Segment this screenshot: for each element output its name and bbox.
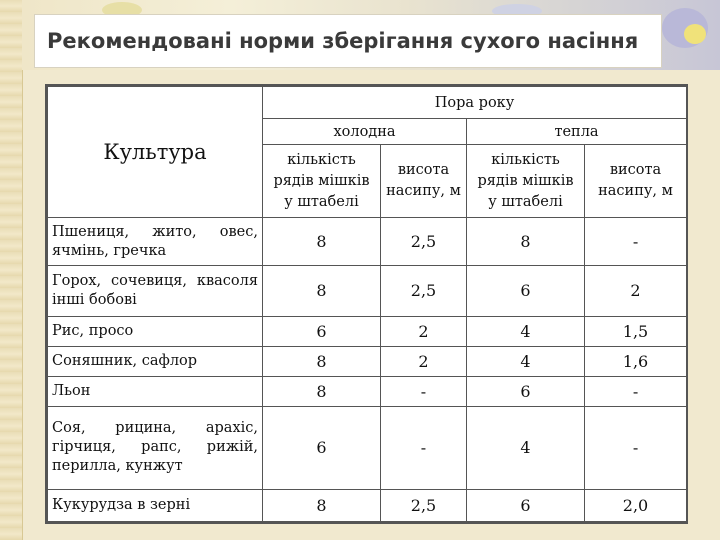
table-row: [48, 376, 687, 406]
value-cell: 1,5: [585, 316, 687, 346]
season-header: Пора року: [263, 87, 687, 119]
table: [47, 86, 687, 522]
table-row: [48, 316, 687, 346]
value-cell: 6: [467, 376, 585, 406]
value-cell: 4: [467, 346, 585, 376]
value-cell: 1,6: [585, 346, 687, 376]
crop-cell: Кукурудза в зерні: [48, 489, 263, 521]
culture-header: Культура: [48, 87, 263, 218]
column-header: кількість рядів мішків у штабелі: [263, 145, 381, 218]
value-cell: 8: [263, 346, 381, 376]
value-cell: 8: [263, 376, 381, 406]
column-header: кількість рядів мішків у штабелі: [467, 145, 585, 218]
paper-texture-strip: [0, 0, 23, 540]
value-cell: 2: [585, 266, 687, 316]
value-cell: 4: [467, 407, 585, 490]
table-row: [48, 217, 687, 265]
table-row: [48, 489, 687, 521]
column-header: висота насипу, м: [381, 145, 467, 218]
crop-cell: Соняшник, сафлор: [48, 346, 263, 376]
value-cell: 4: [467, 316, 585, 346]
table-row: [48, 266, 687, 316]
value-cell: 2: [381, 316, 467, 346]
storage-norms-table: [45, 84, 688, 524]
value-cell: 8: [263, 217, 381, 265]
title-box: [34, 14, 662, 68]
season-cold-header: холодна: [263, 119, 467, 145]
value-cell: -: [381, 407, 467, 490]
table-row: [48, 346, 687, 376]
column-header: висота насипу, м: [585, 145, 687, 218]
value-cell: 2,0: [585, 489, 687, 521]
value-cell: 6: [263, 407, 381, 490]
page-title: Рекомендовані норми зберігання сухого насіння: [47, 29, 639, 53]
value-cell: -: [585, 376, 687, 406]
value-cell: 2,5: [381, 266, 467, 316]
crop-cell: Пшениця, жито, овес, ячмінь, гречка: [48, 217, 263, 265]
value-cell: 8: [263, 489, 381, 521]
value-cell: 2,5: [381, 217, 467, 265]
crop-cell: Горох, сочевиця, квасоля інші бобові: [48, 266, 263, 316]
crop-cell: Соя, рицина, арахіс, гірчиця, рапс, рижій, перилла, кунжут: [48, 407, 263, 490]
value-cell: -: [381, 376, 467, 406]
season-warm-header: тепла: [467, 119, 687, 145]
value-cell: 6: [467, 489, 585, 521]
value-cell: 2: [381, 346, 467, 376]
value-cell: -: [585, 407, 687, 490]
value-cell: 2,5: [381, 489, 467, 521]
value-cell: 8: [467, 217, 585, 265]
value-cell: 8: [263, 266, 381, 316]
crop-cell: Рис, просо: [48, 316, 263, 346]
table-header-row: [48, 87, 687, 119]
value-cell: 6: [467, 266, 585, 316]
crop-cell: Льон: [48, 376, 263, 406]
table-row: [48, 407, 687, 490]
flower-decoration: [684, 24, 706, 44]
value-cell: 6: [263, 316, 381, 346]
value-cell: -: [585, 217, 687, 265]
